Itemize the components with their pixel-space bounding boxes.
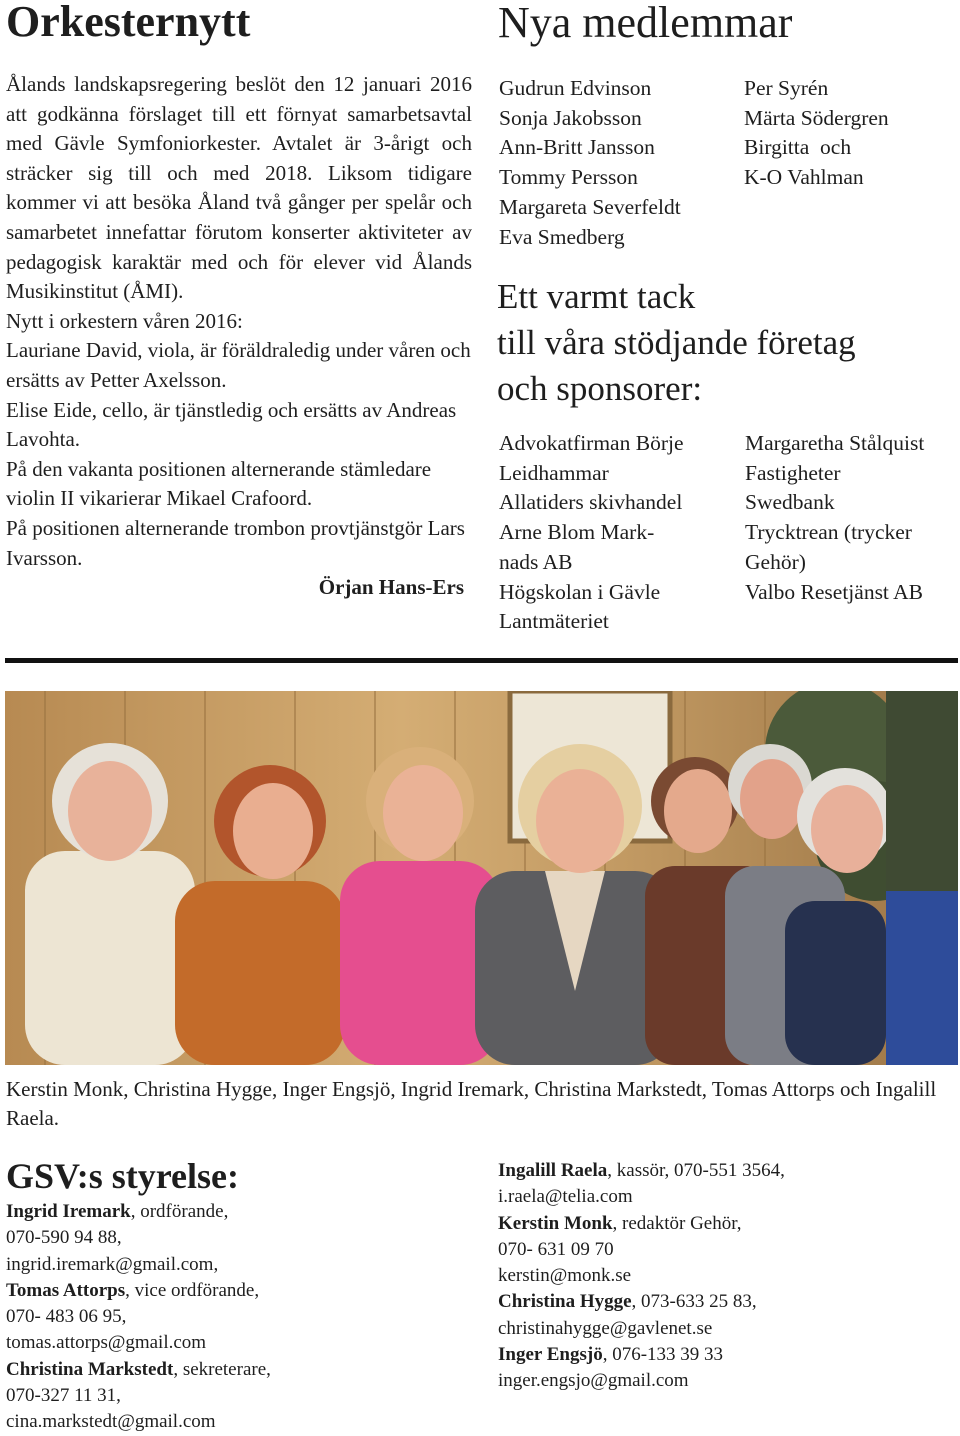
board-list-right (498, 1158, 785, 1395)
new-members-heading: Nya medlemmar (498, 0, 793, 47)
board-heading: GSV:s styrelse: (6, 1156, 239, 1196)
sponsor-line: Valbo Resetjänst AB (745, 579, 923, 604)
member-name: Märta Södergren (744, 105, 889, 130)
board-member-phone: 070-590 94 88, (6, 1227, 122, 1249)
board-member (6, 1199, 271, 1225)
sponsor-line: Arne Blom Mark- (499, 520, 655, 545)
sponsors-heading-line: Ett varmt tack (497, 277, 696, 316)
sponsor-line: Fastigheter (745, 460, 841, 485)
board-member-role: , redaktör Gehör, (612, 1212, 742, 1234)
member-name: Tommy Persson (499, 165, 638, 190)
board-member (6, 1278, 271, 1304)
sponsor-line: Gehör) (745, 549, 806, 574)
board-member-email: christinahygge@gavlenet.se (498, 1317, 713, 1339)
board-member-name: Christina Hygge (498, 1291, 632, 1313)
member-name: Margareta Severfeldt (499, 194, 681, 219)
sponsors-list-2 (745, 429, 924, 607)
article-paragraph: Nytt i orkestern våren 2016: (6, 308, 243, 333)
orkesternytt-article (6, 70, 472, 603)
board-member-name: Christina Markstedt (6, 1358, 174, 1380)
member-name: Ann-Britt Jansson (499, 135, 655, 160)
sponsors-heading-line: till våra stödjande företag (497, 323, 856, 362)
board-member-email: ingrid.iremark@gmail.com, (6, 1253, 219, 1275)
group-photo (5, 691, 886, 1065)
sponsor-line: Lantmäteriet (499, 609, 609, 634)
sponsor-line: Swedbank (745, 490, 835, 515)
member-name: Per Syrén (744, 76, 829, 100)
sponsor-line: Högskolan i Gävle (499, 579, 661, 604)
board-member-role: , kassör, 070-551 3564, (607, 1160, 785, 1181)
board-member-email: cina.markstedt@gmail.com (6, 1411, 216, 1433)
member-name: Birgitta och (744, 135, 852, 160)
board-member-email: i.raela@telia.com (498, 1186, 633, 1208)
sponsors-list-1 (499, 429, 684, 637)
sponsor-line: Advokatfirman Börje (499, 431, 684, 455)
section-divider (5, 658, 958, 663)
article-paragraph: Elise Eide, cello, är tjänstledig och ersätts av Andreas Lavohta. (6, 397, 457, 452)
board-member (498, 1211, 785, 1237)
group-photo-edge (886, 691, 958, 1065)
board-member-name: Kerstin Monk (498, 1212, 613, 1234)
member-name: Eva Smedberg (499, 224, 625, 249)
board-member-email: tomas.attorps@gmail.com (6, 1332, 207, 1354)
sponsor-line: Allatiders skivhandel (499, 490, 683, 515)
board-member (498, 1289, 785, 1315)
photo-caption: Kerstin Monk, Christina Hygge, Inger Engsjö, Ingrid Iremark, Christina Markstedt, Tomas Attorps och Ingalill Raela. (6, 1077, 937, 1130)
board-member-name: Inger Engsjö (498, 1344, 603, 1366)
board-member-phone: 070- 483 06 95, (6, 1306, 127, 1328)
article-signature: Örjan Hans-Ers (318, 575, 464, 600)
board-member-name: Ingalill Raela (498, 1160, 608, 1181)
board-member (498, 1158, 785, 1184)
new-members-list-1 (499, 74, 681, 252)
member-name: Gudrun Edvinson (499, 76, 652, 100)
article-paragraph: På positionen alternerande trombon provtjänstgör Lars Ivarsson. (6, 515, 465, 570)
sponsor-line: Leidhammar (499, 460, 609, 485)
board-member-name: Ingrid Iremark (6, 1201, 131, 1222)
member-name: Sonja Jakobsson (499, 105, 642, 130)
board-member-role: , ordförande, (130, 1201, 229, 1222)
board-member-phone: 070-327 11 31, (6, 1385, 121, 1407)
board-member-role: , sekreterare, (173, 1358, 271, 1380)
sponsor-line: Margaretha Stålquist (745, 431, 925, 455)
board-member (6, 1357, 271, 1383)
sponsor-line: Trycktrean (trycker (745, 520, 912, 545)
board-member-email: inger.engsjo@gmail.com (498, 1370, 689, 1392)
sponsor-line: nads AB (499, 549, 573, 574)
board-member-phone: 070- 631 09 70 (498, 1238, 614, 1260)
new-members-list-2 (744, 74, 889, 193)
article-paragraph: Lauriane David, viola, är föräldraledig under våren och ersätts av Petter Axelsson. (6, 338, 471, 392)
article-paragraph: Ålands landskapsregering beslöt den 12 januari 2016 att godkänna förslaget till ett förnyat samarbetsavtal med Gävle Symfoniorkester. Avtalet är 3-årigt och sträcker sig till och med 2018. Liksom tidigare kommer vi att besöka Åland två gånger per spelår och samarbetet innefattar förutom konserter aktiviteter av pedagogisk karaktär med och för elever vid Ålands Musikinstitut (ÅMI). (6, 72, 472, 304)
article-paragraph: På den vakanta positionen alternerande stämledare violin II vikarierar Mikael Crafoord. (6, 456, 432, 511)
orkesternytt-heading: Orkesternytt (6, 0, 251, 46)
board-member (498, 1342, 785, 1368)
board-member-name: Tomas Attorps (6, 1279, 126, 1301)
sponsors-heading (497, 274, 856, 412)
board-member-role: , vice ordförande, (125, 1279, 260, 1301)
board-member-email: kerstin@monk.se (498, 1265, 632, 1287)
sponsors-heading-line: och sponsorer: (497, 369, 703, 408)
member-name: K-O Vahlman (744, 165, 864, 190)
board-list-left (6, 1199, 271, 1436)
board-member-role: , 073-633 25 83, (631, 1291, 757, 1313)
board-member-role: , 076-133 39 33 (602, 1344, 724, 1366)
